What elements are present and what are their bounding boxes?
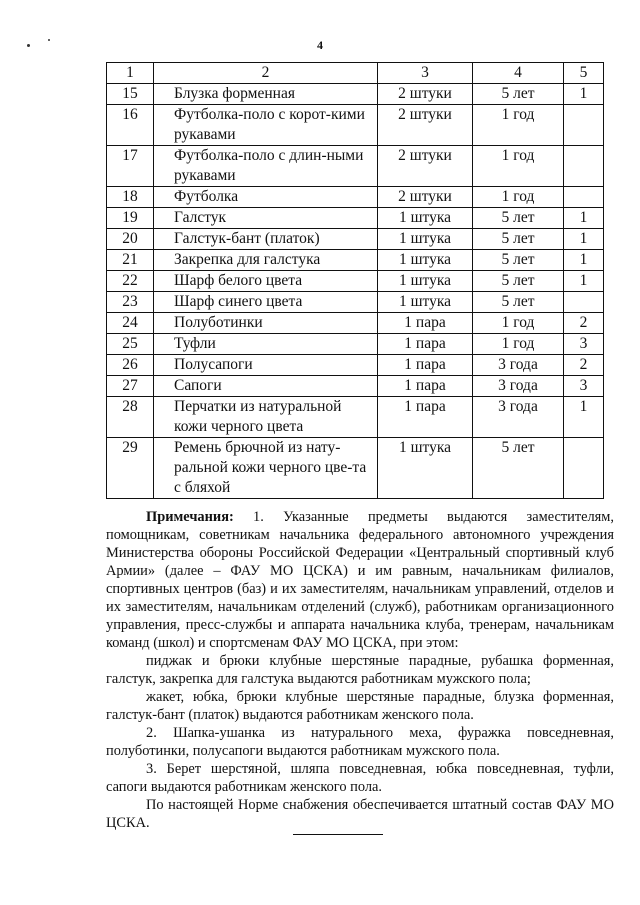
table-cell: 1 xyxy=(564,271,604,292)
table-cell: 26 xyxy=(107,355,154,376)
table-cell: 3 года xyxy=(473,376,564,397)
table-cell: 1 штука xyxy=(378,438,473,499)
end-divider xyxy=(293,834,383,835)
table-cell: 1 xyxy=(564,397,604,438)
table-row xyxy=(107,146,604,187)
table-row xyxy=(107,355,604,376)
table-row xyxy=(107,208,604,229)
table-cell: Перчатки из натуральной кожи черного цвета xyxy=(154,397,378,438)
table-cell: 24 xyxy=(107,313,154,334)
table-row xyxy=(107,229,604,250)
table-cell: 2 xyxy=(564,355,604,376)
header-cell: 2 xyxy=(154,63,378,84)
table-cell: 21 xyxy=(107,250,154,271)
table-cell: 1 год xyxy=(473,146,564,187)
table-cell: 17 xyxy=(107,146,154,187)
table-cell: Сапоги xyxy=(154,376,378,397)
table-cell: 1 штука xyxy=(378,250,473,271)
note-paragraph: жакет, юбка, брюки клубные шерстяные парадные, блузка форменная, галстук-бант (платок) выдаются работникам женского пола. xyxy=(106,689,614,723)
header-cell: 1 xyxy=(107,63,154,84)
table-row xyxy=(107,438,604,499)
table-cell: 1 год xyxy=(473,334,564,355)
note-paragraph: По настоящей Норме снабжения обеспечивается штатный состав ФАУ МО ЦСКА. xyxy=(106,797,614,831)
table-cell xyxy=(564,438,604,499)
table-cell: 5 лет xyxy=(473,438,564,499)
table-cell: 1 год xyxy=(473,187,564,208)
page-number: 4 xyxy=(317,38,323,52)
table-cell: Шарф синего цвета xyxy=(154,292,378,313)
table-cell: 20 xyxy=(107,229,154,250)
table-cell: 5 лет xyxy=(473,208,564,229)
table-cell: 5 лет xyxy=(473,292,564,313)
table-row xyxy=(107,271,604,292)
header-cell: 5 xyxy=(564,63,604,84)
table-cell: Галстук xyxy=(154,208,378,229)
table-cell: Полусапоги xyxy=(154,355,378,376)
table-cell: 2 xyxy=(564,313,604,334)
table-cell: Ремень брючной из нату-ральной кожи черного цве-та с бляхой xyxy=(154,438,378,499)
table-cell: Футболка xyxy=(154,187,378,208)
table-cell: Туфли xyxy=(154,334,378,355)
table-cell: 5 лет xyxy=(473,229,564,250)
table-row xyxy=(107,105,604,146)
table-cell xyxy=(564,146,604,187)
table-cell: 3 года xyxy=(473,355,564,376)
table-row xyxy=(107,250,604,271)
table-cell: Блузка форменная xyxy=(154,84,378,105)
table-row xyxy=(107,292,604,313)
table-cell: 1 пара xyxy=(378,376,473,397)
table-cell: 1 пара xyxy=(378,355,473,376)
table-cell: 1 xyxy=(564,250,604,271)
table-cell: 18 xyxy=(107,187,154,208)
table-row xyxy=(107,397,604,438)
table-cell: 2 штуки xyxy=(378,84,473,105)
table-cell: 1 xyxy=(564,229,604,250)
table-cell: 2 штуки xyxy=(378,146,473,187)
table-cell: 1 пара xyxy=(378,334,473,355)
table-cell: 27 xyxy=(107,376,154,397)
table-cell: Галстук-бант (платок) xyxy=(154,229,378,250)
table-row xyxy=(107,334,604,355)
notes-label: Примечания: xyxy=(146,509,234,525)
table-row xyxy=(107,313,604,334)
table-cell: 1 xyxy=(564,208,604,229)
note-paragraph: пиджак и брюки клубные шерстяные парадные, рубашка форменная, галстук, закрепка для галстука выдаются работникам мужского пола; xyxy=(106,653,614,687)
table-cell: 15 xyxy=(107,84,154,105)
table-cell: 1 год xyxy=(473,105,564,146)
table-cell: 16 xyxy=(107,105,154,146)
table-cell: 5 лет xyxy=(473,250,564,271)
table-cell: 3 года xyxy=(473,397,564,438)
table-cell: 1 штука xyxy=(378,208,473,229)
table-row xyxy=(107,187,604,208)
note-paragraph: 3. Берет шерстяной, шляпа повседневная, юбка повседневная, туфли, сапоги выдаются работникам женского пола. xyxy=(106,761,614,795)
note-text: 1. Указанные предметы выдаются заместителям, помощникам, советникам начальника федерального автономного учреждения Министерства обороны Российской Федерации «Центральный спортивный клуб Армии» (далее – ФАУ МО ЦСКА) и им равным, начальникам филиалов, спортивных центров (баз) и их заместителям, начальникам управлений, отделов и их заместителям, начальникам отделений (служб), работникам организационного управления, пресс-службы и аппарата начальника клуба, тренерам, начальникам команд (школ) и спортсменам ФАУ МО ЦСКА, при этом: xyxy=(106,509,614,651)
table-cell: 5 лет xyxy=(473,271,564,292)
table-cell xyxy=(564,105,604,146)
table-cell: 1 пара xyxy=(378,313,473,334)
table-cell xyxy=(564,187,604,208)
table-cell: 22 xyxy=(107,271,154,292)
note-paragraph xyxy=(106,508,614,652)
table-cell: 28 xyxy=(107,397,154,438)
supply-norm-table xyxy=(106,62,604,499)
table-header-row xyxy=(107,63,604,84)
table-cell xyxy=(564,292,604,313)
table-cell: Закрепка для галстука xyxy=(154,250,378,271)
table-cell: Шарф белого цвета xyxy=(154,271,378,292)
table-cell: 23 xyxy=(107,292,154,313)
table-cell: 3 xyxy=(564,334,604,355)
table-cell: 1 год xyxy=(473,313,564,334)
table-cell: Футболка-поло с длин-ными рукавами xyxy=(154,146,378,187)
table-cell: 19 xyxy=(107,208,154,229)
table-cell: Полуботинки xyxy=(154,313,378,334)
header-cell: 4 xyxy=(473,63,564,84)
note-paragraph: 2. Шапка-ушанка из натурального меха, фуражка повседневная, полуботинки, полусапоги выдаются работникам мужского пола. xyxy=(106,725,614,759)
notes-section xyxy=(106,508,614,832)
table-cell: 5 лет xyxy=(473,84,564,105)
table-cell: 3 xyxy=(564,376,604,397)
table-cell: 1 пара xyxy=(378,397,473,438)
table-cell: 1 штука xyxy=(378,271,473,292)
table-cell: 1 штука xyxy=(378,292,473,313)
table-cell: 2 штуки xyxy=(378,187,473,208)
table-cell: 25 xyxy=(107,334,154,355)
table-row xyxy=(107,376,604,397)
table-cell: Футболка-поло с корот-кими рукавами xyxy=(154,105,378,146)
table-cell: 29 xyxy=(107,438,154,499)
header-cell: 3 xyxy=(378,63,473,84)
table-cell: 2 штуки xyxy=(378,105,473,146)
table-cell: 1 xyxy=(564,84,604,105)
table-cell: 1 штука xyxy=(378,229,473,250)
table-row xyxy=(107,84,604,105)
